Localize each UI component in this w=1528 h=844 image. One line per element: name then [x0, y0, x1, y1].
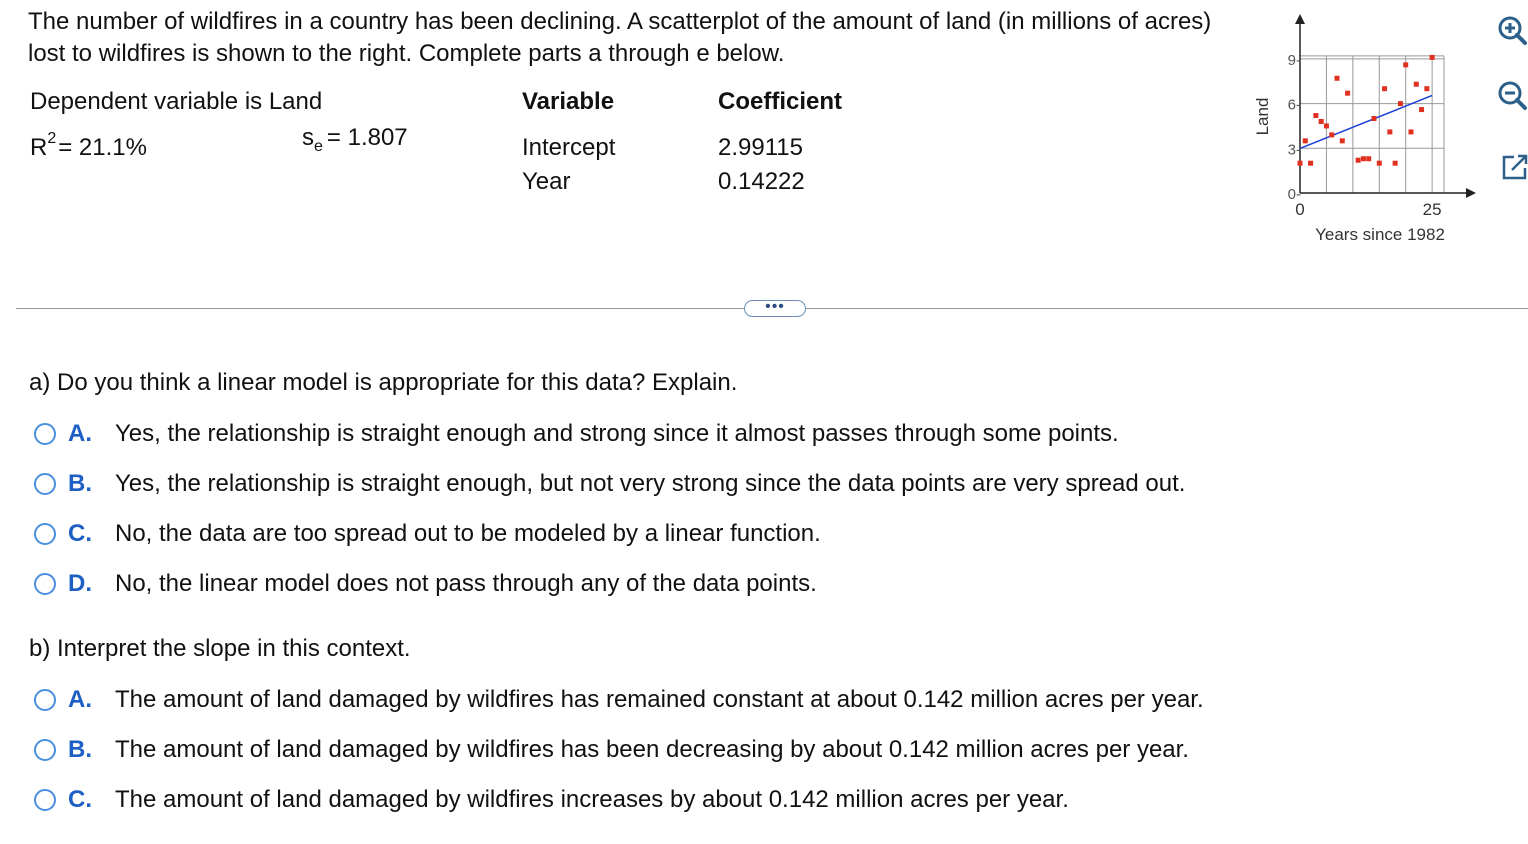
- y-axis-label: Land: [1253, 97, 1272, 136]
- part-b-options: [34, 684, 1204, 816]
- option-text: The amount of land damaged by wildfires increases by about 0.142 million acres per year.: [115, 786, 1069, 813]
- row-year-variable: Year: [522, 168, 571, 195]
- part-b-option-b[interactable]: [34, 734, 1204, 766]
- part-a-option-a[interactable]: [34, 418, 1185, 450]
- data-point: [1424, 86, 1429, 91]
- option-text: No, the linear model does not pass through any of the data points.: [115, 570, 817, 597]
- radio-button[interactable]: [34, 739, 56, 761]
- option-letter: B.: [68, 736, 92, 763]
- data-point: [1356, 158, 1361, 163]
- data-point: [1345, 91, 1350, 96]
- y-axis-arrow-icon: [1295, 14, 1305, 24]
- radio-button[interactable]: [34, 473, 56, 495]
- x-tick-label: 0: [1295, 200, 1305, 219]
- data-point: [1303, 138, 1308, 143]
- variable-column-header: Variable: [522, 88, 615, 115]
- x-tick-labels: [1295, 200, 1441, 219]
- r-squared-label: R: [30, 134, 48, 161]
- option-letter: A.: [68, 420, 92, 447]
- data-point: [1340, 138, 1345, 143]
- data-point: [1329, 132, 1334, 137]
- y-tick-label: 0-: [1287, 186, 1301, 203]
- part-a-options: [34, 418, 1185, 600]
- radio-button[interactable]: [34, 573, 56, 595]
- more-button[interactable]: •••: [744, 300, 806, 317]
- option-letter: B.: [68, 470, 92, 497]
- dependent-variable-label: Dependent variable is Land: [30, 88, 323, 115]
- y-tick-label: 6-: [1287, 96, 1301, 114]
- data-point: [1324, 123, 1329, 128]
- radio-button[interactable]: [34, 423, 56, 445]
- option-text: The amount of land damaged by wildfires has remained constant at about 0.142 million acres per year.: [115, 686, 1204, 713]
- x-axis-arrow-icon: [1466, 188, 1476, 198]
- option-text: No, the data are too spread out to be modeled by a linear function.: [115, 520, 821, 547]
- x-tick-label: 25: [1422, 200, 1442, 219]
- part-b-prompt: b) Interpret the slope in this context.: [29, 635, 411, 662]
- row-year-coefficient: 0.14222: [718, 168, 805, 195]
- zoom-out-icon[interactable]: [1497, 80, 1527, 110]
- radio-button[interactable]: [34, 523, 56, 545]
- data-point: [1393, 161, 1398, 166]
- data-point: [1313, 113, 1318, 118]
- data-point: [1377, 161, 1382, 166]
- option-text: The amount of land damaged by wildfires has been decreasing by about 0.142 million acres per year.: [115, 736, 1189, 763]
- radio-button[interactable]: [34, 789, 56, 811]
- x-axis-label: Years since 1982: [1315, 225, 1445, 244]
- data-point: [1398, 101, 1403, 106]
- data-point: [1335, 76, 1340, 81]
- data-point: [1382, 86, 1387, 91]
- option-letter: A.: [68, 686, 92, 713]
- data-points: [1298, 55, 1435, 166]
- r-squared: [30, 130, 147, 165]
- data-point: [1319, 119, 1324, 124]
- plot-grid: [1300, 56, 1444, 193]
- option-text: Yes, the relationship is straight enough, but not very strong since the data points are very spread out.: [115, 470, 1186, 497]
- coefficient-column-header: Coefficient: [718, 88, 843, 115]
- data-point: [1409, 129, 1414, 134]
- se-subscript: e: [314, 138, 323, 155]
- data-point: [1414, 82, 1419, 87]
- option-letter: C.: [68, 786, 92, 813]
- option-letter: C.: [68, 520, 92, 547]
- y-tick-label: 9-: [1287, 51, 1301, 69]
- part-a-prompt: a) Do you think a linear model is appropriate for this data? Explain.: [29, 369, 738, 396]
- r-squared-exponent: 2: [47, 130, 57, 147]
- y-tick-label: 3-: [1287, 141, 1301, 159]
- data-point: [1308, 161, 1313, 166]
- part-b-option-a[interactable]: [34, 684, 1204, 716]
- y-tick-labels: [1288, 52, 1301, 203]
- zoom-in-icon[interactable]: [1497, 15, 1527, 45]
- part-b-option-c[interactable]: [34, 784, 1204, 816]
- data-point: [1372, 116, 1377, 121]
- radio-button[interactable]: [34, 689, 56, 711]
- data-point: [1387, 129, 1392, 134]
- part-a-option-c[interactable]: [34, 518, 1185, 550]
- option-text: Yes, the relationship is straight enough and strong since it almost passes through some points.: [115, 420, 1119, 447]
- se-label: s: [302, 124, 314, 151]
- row-intercept-variable: Intercept: [522, 134, 616, 161]
- popout-icon[interactable]: [1500, 152, 1528, 182]
- row-intercept-coefficient: 2.99115: [718, 134, 803, 161]
- r-squared-value: = 21.1%: [58, 134, 147, 161]
- data-point: [1366, 156, 1371, 161]
- data-point: [1419, 107, 1424, 112]
- problem-intro: The number of wildfires in a country has been declining. A scatterplot of the amount of land (in millions of acres) lost to wildfires is shown to the right. Complete parts a through e below.: [28, 8, 1212, 67]
- part-a-option-d[interactable]: [34, 568, 1185, 600]
- option-letter: D.: [68, 570, 92, 597]
- se-value: = 1.807: [326, 124, 408, 151]
- scatterplot[interactable]: [1240, 8, 1480, 248]
- data-point: [1361, 156, 1366, 161]
- data-point: [1403, 62, 1408, 67]
- data-point: [1298, 161, 1303, 166]
- standard-error: [302, 124, 408, 155]
- part-a-option-b[interactable]: [34, 468, 1185, 500]
- data-point: [1430, 55, 1435, 60]
